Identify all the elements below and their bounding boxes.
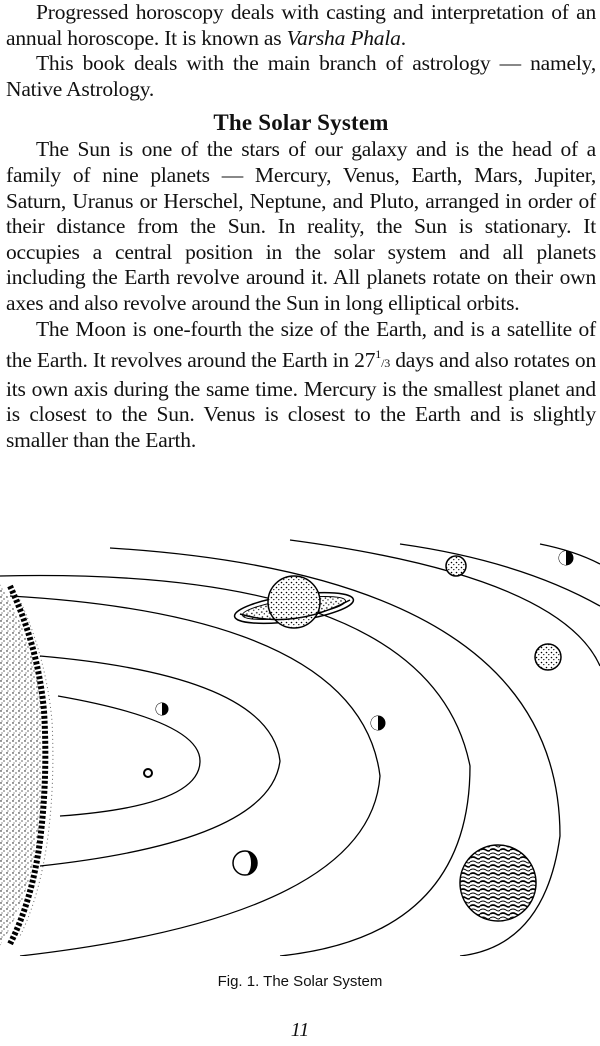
paragraph-text: The Moon is one-fourth the size of the Earth, and is a satellite of the Earth. It revolves around the Earth in 27 (6, 316, 596, 373)
orbit-mars (0, 576, 470, 956)
varsha-phala-term: Varsha Phala (286, 25, 401, 50)
neptune-planet (446, 556, 466, 576)
orbit-mercury (58, 696, 200, 816)
paragraph-moon (6, 317, 596, 454)
paragraph-sun: The Sun is one of the stars of our galaxy and is the head of a family of nine planets — Mercury, Venus, Earth, Mars, Jupiter, Saturn, Uranus or Herschel, Neptune, and Pluto, arranged in order of their distance from the Sun. In reality, the Sun is stationary. It occupies a central position in the solar system and all planets including the Earth revolve around it. All planets rotate on their own axes and also revolve around the Sun in long elliptical orbits. (6, 137, 596, 315)
paragraph-native-astrology: This book deals with the main branch of astrology — namely, Native Astrology. (6, 51, 596, 101)
paragraph-text: Progressed horoscopy deals with casting and interpretation of an annual horoscope. It is known as (6, 0, 596, 50)
figure-caption: Fig. 1. The Solar System (217, 973, 383, 990)
saturn-planet (233, 576, 355, 629)
planets (144, 551, 573, 921)
superscript: 1 (375, 347, 382, 362)
mercury-planet (144, 769, 152, 777)
paragraph-text-end: . (400, 25, 406, 50)
jupiter-planet (460, 845, 536, 921)
fraction: /3 (381, 356, 391, 371)
body-text (6, 0, 596, 454)
paragraph-text-end: days and also rotates on its own axis during the same time. Mercury is the smallest planet and is closest to the Sun. Venus is closest to the Earth and is slightly smaller than the Earth. (6, 348, 596, 452)
sun-graphic (0, 584, 53, 946)
section-heading: The Solar System (213, 110, 389, 136)
orbit-venus (40, 656, 280, 866)
page-number: 11 (290, 1019, 310, 1041)
uranus-planet (535, 644, 561, 670)
paragraph-progressed-horoscopy (6, 0, 596, 51)
solar-system-illustration (0, 536, 600, 956)
